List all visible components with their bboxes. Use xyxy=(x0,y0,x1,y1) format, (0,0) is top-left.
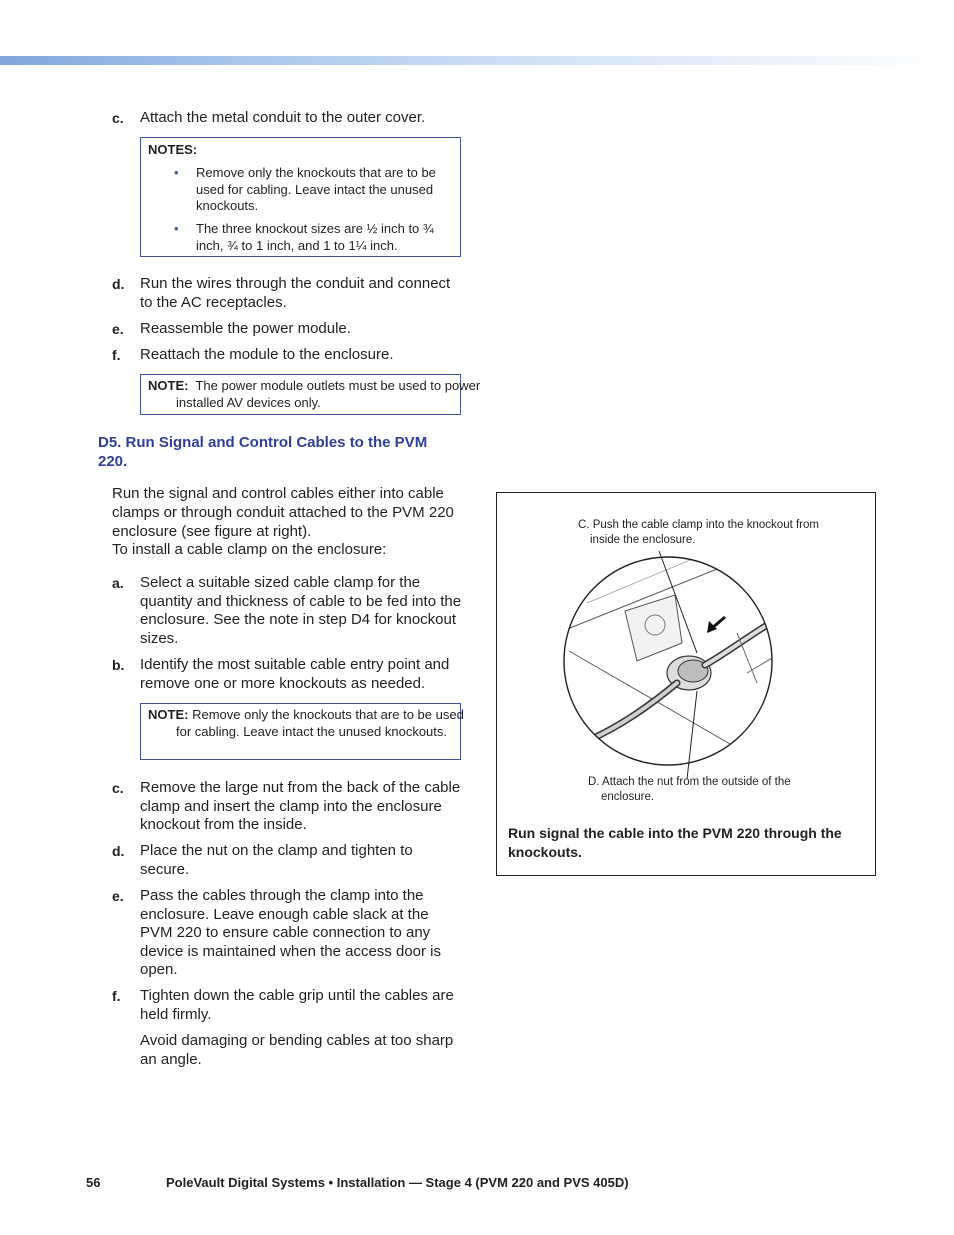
note-heading: NOTE: xyxy=(148,378,189,393)
step-label: b. xyxy=(112,657,125,673)
step-label: f. xyxy=(112,347,121,363)
step-text: Reassemble the power module. xyxy=(140,320,351,337)
note-power-box xyxy=(140,374,481,415)
step-label: d. xyxy=(112,276,125,292)
step-text: Remove the large nut from the back of the cable clamp and insert the clamp into the enclosure knockout from the inside. xyxy=(140,779,461,834)
step-text: Place the nut on the clamp and tighten to secure. xyxy=(140,842,413,878)
note-text: The power module outlets must be used to power installed AV devices only. xyxy=(176,378,481,410)
footer-title: PoleVault Digital Systems • Installation — Stage 4 (PVM 220 and PVS 405D) xyxy=(166,1175,629,1190)
step-label: d. xyxy=(112,843,125,859)
note-power-content xyxy=(148,378,481,411)
page-number: 56 xyxy=(86,1175,101,1190)
note-knockouts-content xyxy=(148,707,476,740)
step-text: Identify the most suitable cable entry point and remove one or more knockouts as needed. xyxy=(140,656,450,692)
bullet-icon: • xyxy=(174,221,179,236)
step-text: Select a suitable sized cable clamp for the quantity and thickness of cable to be fed into the enclosure. See the note in step D4 for knockout sizes. xyxy=(140,574,462,647)
header-gradient-bar xyxy=(0,56,954,65)
callout-push-clamp: C. Push the cable clamp into the knockout from inside the enclosure. xyxy=(578,519,819,546)
step-text: Tighten down the cable grip until the cables are held firmly. xyxy=(140,987,454,1023)
notes-heading: NOTES: xyxy=(148,142,198,157)
step-text: Attach the metal conduit to the outer cover. xyxy=(140,109,426,126)
note-heading: NOTE: xyxy=(148,707,189,722)
callout-attach-nut: D. Attach the nut from the outside of the enclosure. xyxy=(588,776,791,803)
intro-paragraph: Run the signal and control cables either into cable clamps or through conduit attached to the PVM 220 enclosure (see figure at right). xyxy=(112,485,454,540)
bullet-icon: • xyxy=(174,165,179,180)
step-label: e. xyxy=(112,888,124,904)
section-heading: D5. Run Signal and Control Cables to the PVM 220. xyxy=(98,434,428,470)
step-label: f. xyxy=(112,988,121,1004)
figure-cable-clamp xyxy=(496,492,876,876)
step-label: a. xyxy=(112,575,124,591)
step-f-extra-text: Avoid damaging or bending cables at too sharp an angle. xyxy=(140,1032,454,1068)
enclosure-detail xyxy=(565,528,817,753)
note-text: Remove only the knockouts that are to be used for cabling. Leave intact the unused knockouts. xyxy=(176,707,464,739)
step-label: c. xyxy=(112,780,124,796)
figure-caption: Run signal the cable into the PVM 220 through the knockouts. xyxy=(508,825,842,860)
note-knockouts-box xyxy=(140,703,464,760)
note-bullet-text: Remove only the knockouts that are to be used for cabling. Leave intact the unused knockouts. xyxy=(196,165,436,214)
step-text: Reattach the module to the enclosure. xyxy=(140,346,394,363)
cable-clamp-illustration xyxy=(497,493,875,823)
step-text: Run the wires through the conduit and connect to the AC receptacles. xyxy=(140,275,451,311)
notes-box xyxy=(140,137,461,257)
step-text: Pass the cables through the clamp into the enclosure. Leave enough cable slack at the PVM 220 to ensure cable connection to any device is maintained when the access door is open. xyxy=(140,887,441,979)
intro-line: To install a cable clamp on the enclosure: xyxy=(112,541,387,558)
step-label: c. xyxy=(112,110,124,126)
step-label: e. xyxy=(112,321,124,337)
note-bullet-text: The three knockout sizes are ½ inch to ¾ inch, ¾ to 1 inch, and 1 to 1¼ inch. xyxy=(196,221,434,253)
